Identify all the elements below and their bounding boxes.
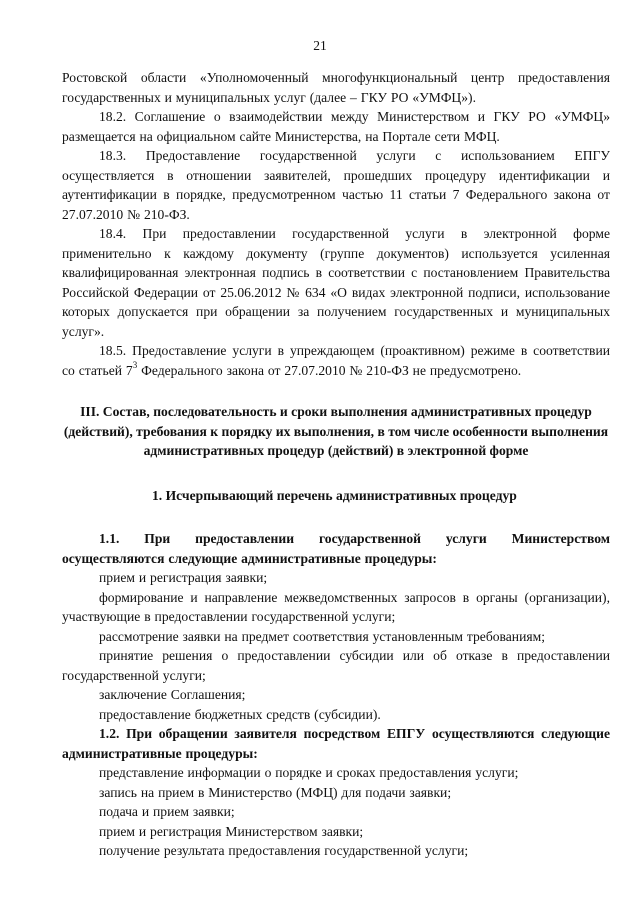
list-item: предоставление бюджетных средств (субсидии). (99, 706, 381, 722)
list-item: принятие решения о предоставлении субсидии или об отказе в предоставлении государственной услуги; (62, 648, 610, 683)
paragraph-18-5-start: 18.5. Предоставление услуги в упреждающем (проактивном) режиме в соответствии со статьей 7 (62, 343, 610, 378)
list-item: получение результата предоставления государственной услуги; (99, 843, 469, 858)
list-item: запись на прием в Министерство (МФЦ) для подачи заявки; (99, 784, 452, 800)
list-item: представление информации о порядке и сроках предоставления услуги; (99, 765, 519, 780)
paragraph-18-3: 18.3. Предоставление государственной услуги с использованием ЕПГУ осуществляется в отношении заявителей, прошедших процедуру идентификации и аутентификации в порядке, предусмотренном частью 11 статьи 7 Федерального закона от 27.07.2010 № 210-ФЗ. (62, 148, 610, 222)
paragraph-ufmc-name: Ростовской области «Уполномоченный многофункциональный центр предоставления государственных и муниципальных услуг (далее – ГКУ РО «УМФЦ»). (62, 70, 610, 105)
paragraph-18-5 (62, 341, 610, 380)
list-item: подача и прием заявки; (99, 804, 235, 819)
article-superscript: 3 (132, 359, 138, 370)
subsection-heading: 1. Исчерпывающий перечень административных процедур (152, 487, 517, 503)
list-item: прием и регистрация заявки; (99, 570, 268, 585)
list-item: рассмотрение заявки на предмет соответствия установленным требованиям; (99, 628, 545, 644)
paragraph-18-2: 18.2. Соглашение о взаимодействии между Министерством и ГКУ РО «УМФЦ» размещается на официальном сайте Министерства, на Портале сети МФЦ. (62, 109, 610, 144)
list-item: прием и регистрация Министерством заявки; (99, 823, 364, 839)
paragraph-18-5-end: Федерального закона от 27.07.2010 № 210-ФЗ не предусмотрено. (137, 362, 522, 378)
list-item: формирование и направление межведомственных запросов в органы (организации), участвующие в предоставлении государственной услуги; (62, 589, 610, 624)
list-1-1-heading: 1.1. При предоставлении государственной услуги Министерством осуществляются следующие административные процедуры: (62, 531, 610, 566)
list-1-2-heading: 1.2. При обращении заявителя посредством ЕПГУ осуществляются следующие административные процедуры: (62, 726, 610, 761)
section-heading: III. Состав, последовательность и сроки выполнения административных процедур (действий), требования к порядку их выполнения, в том числе особенности выполнения административных процедур (действий) в электронной форме (63, 404, 609, 458)
document-body (62, 68, 610, 861)
paragraph-18-4: 18.4. При предоставлении государственной услуги в электронной форме применительно к каждому документу (группе документов) используется усиленная квалифицированная электронная подпись в соответствии с постановлением Правительства Российской Федерации от 25.06.2012 № 634 «О видах электронной подписи, использование которых допускается при обращении за получением государственных и муниципальных услуг». (62, 226, 610, 339)
page-number: 21 (313, 38, 327, 53)
list-item: заключение Соглашения; (99, 687, 246, 702)
